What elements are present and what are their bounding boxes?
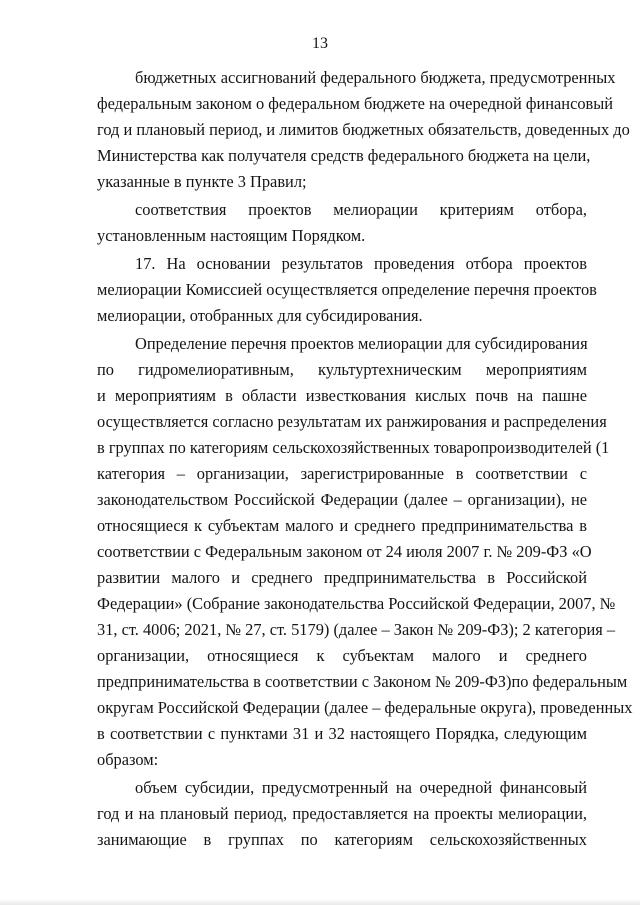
text-line: по гидромелиоративным, культуртехническим мероприятиям <box>97 360 587 379</box>
text-line: в соответствии с пунктами 31 и 32 настоящего Порядка, следующим <box>97 724 587 743</box>
text-line: объем субсидии, предусмотренный на очередной финансовый <box>135 778 587 797</box>
scan-edge <box>0 899 640 905</box>
text-line: образом: <box>97 750 159 769</box>
text-line: категория – организации, зарегистрированные в соответствии с <box>97 464 587 483</box>
text-line: указанные в пункте 3 Правил; <box>97 172 307 191</box>
text-line: Министерства как получателя средств федерального бюджета на цели, <box>97 146 591 165</box>
text-line: организации, относящиеся к субъектам малого и среднего <box>97 646 587 665</box>
text-line: бюджетных ассигнований федерального бюджета, предусмотренных <box>135 68 616 87</box>
text-line: Федерации» (Собрание законодательства Российской Федерации, 2007, № <box>97 594 616 613</box>
text-line: осуществляется согласно результатам их ранжирования и распределения <box>97 412 607 431</box>
text-line: законодательством Российской Федерации (далее – организации), не <box>97 490 587 509</box>
text-line: установленным настоящим Порядком. <box>97 226 366 245</box>
text-line: занимающие в группах по категориям сельскохозяйственных <box>97 830 587 849</box>
text-line: федеральным законом о федеральном бюджете на очередной финансовый <box>97 94 614 113</box>
text-line: 17. На основании результатов проведения отбора проектов <box>135 254 587 273</box>
page-number: 13 <box>312 35 328 52</box>
text-line: в группах по категориям сельскохозяйственных товаропроизводителей (1 <box>97 438 610 457</box>
text-line: округам Российской Федерации (далее – федеральные округа), проведенных <box>97 698 633 717</box>
text-line: соответствии с Федеральным законом от 24 июля 2007 г. № 209-ФЗ «О <box>97 542 592 561</box>
text-line: мелиорации, отобранных для субсидирования. <box>97 306 423 325</box>
text-line: год и плановый период, и лимитов бюджетных обязательств, доведенных до <box>97 120 630 139</box>
text-line: предпринимательства в соответствии с Законом № 209-ФЗ)по федеральным <box>97 672 628 691</box>
text-line: и мероприятиям в области известкования кислых почв на пашне <box>97 386 587 405</box>
text-line: 31, ст. 4006; 2021, № 27, ст. 5179) (далее – Закон № 209-ФЗ); 2 категория – <box>97 620 616 639</box>
text-line: развитии малого и среднего предпринимательства в Российской <box>97 568 587 587</box>
text-line: соответствия проектов мелиорации критериям отбора, <box>135 200 587 219</box>
text-line: год и на плановый период, предоставляется на проекты мелиорации, <box>97 804 587 823</box>
text-line: мелиорации Комиссией осуществляется определение перечня проектов <box>97 280 597 299</box>
text-line: Определение перечня проектов мелиорации для субсидирования <box>135 334 588 353</box>
text-line: относящиеся к субъектам малого и среднего предпринимательства в <box>97 516 587 535</box>
